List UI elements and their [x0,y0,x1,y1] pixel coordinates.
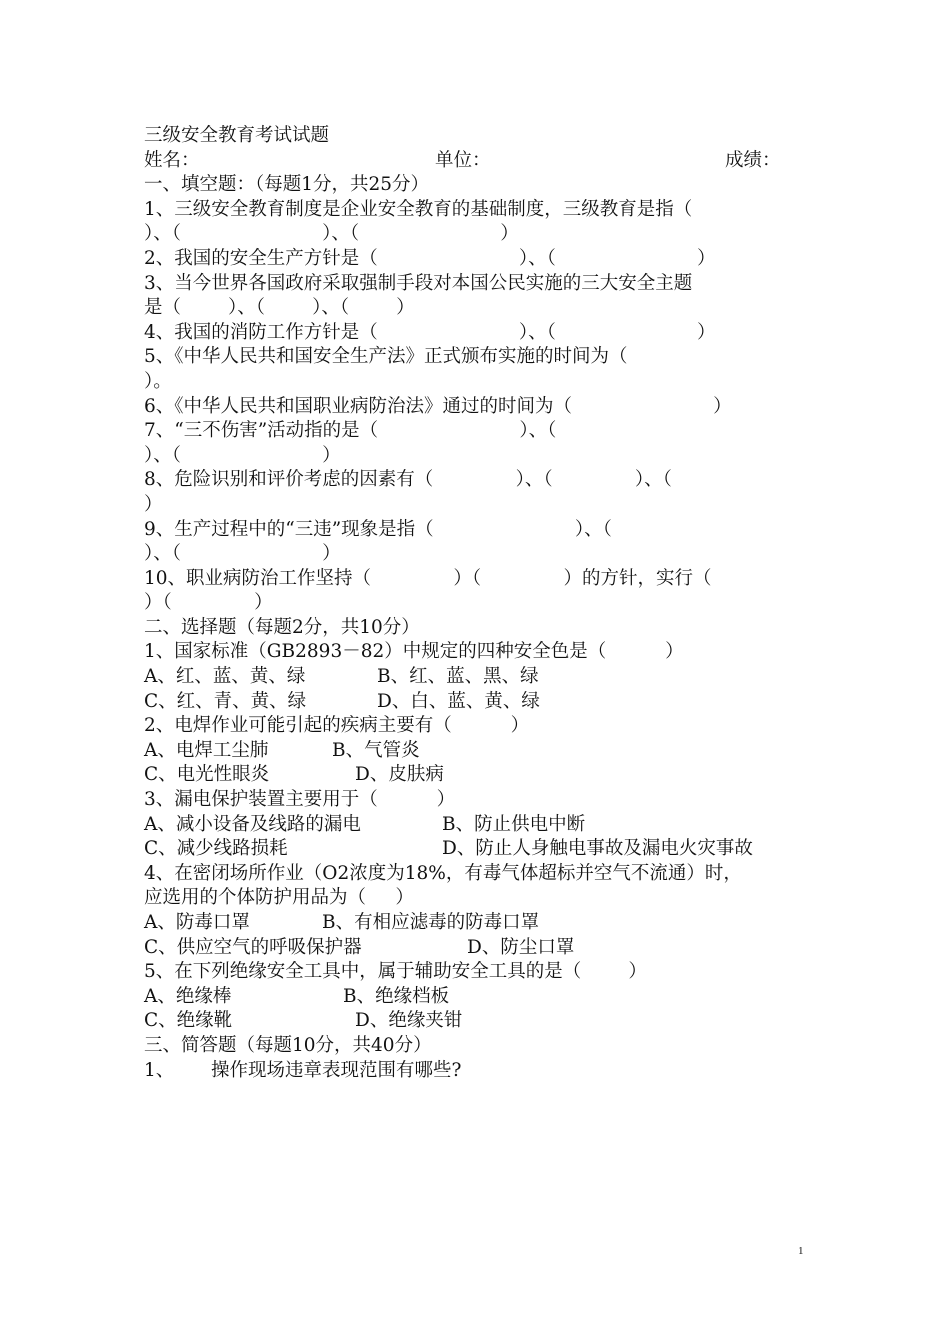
fill-line: 是（ ）、（ ）、（ ） [144,297,415,319]
fill-line: ）。 [144,370,172,392]
question-number: 1、 [144,1059,175,1081]
options-row [144,813,812,838]
options-row [144,690,812,715]
score-label: 成绩： [725,149,781,171]
fill-line: ）（ ） [144,592,273,614]
fill-line: 7、“三不伤害”活动指的是（ ）、（ [144,420,557,442]
fill-line: ） [144,493,163,515]
option: A、绝缘棒 [144,985,232,1007]
option: B、绝缘档板 [343,985,450,1007]
option: D、皮肤病 [355,764,444,786]
option: A、防毒口罩 [144,912,250,933]
question-stem: 2、电焊作业可能引起的疾病主要有（ ） [144,715,530,737]
fill-line: 1、三级安全教育制度是企业安全教育的基础制度，三级教育是指（ [144,198,693,220]
option: B、有相应滤毒的防毒口罩 [322,912,540,933]
section2-heading: 二、选择题（每题2分，共10分） [144,616,420,638]
question-text: 操作现场违章表现范围有哪些? [211,1059,462,1081]
option: C、电光性眼炎 [144,764,270,786]
options-row [144,739,812,764]
question-stem: 5、在下列绝缘安全工具中，属于辅助安全工具的是（ ） [144,961,647,983]
exam-title: 三级安全教育考试试题 [144,125,330,146]
options-row [144,1009,812,1034]
section3-heading: 三、简答题（每题10分，共40分） [144,1034,432,1056]
fill-line: 9、生产过程中的“三违”现象是指（ ）、（ [144,518,612,540]
fill-line: 10、职业病防治工作坚持（ ）（ ）的方针，实行（ [144,567,712,589]
fill-line: 5、《中华人民共和国安全生产法》正式颁布实施的时间为（ [144,346,628,368]
options-row [144,911,812,936]
option: B、防止供电中断 [442,813,586,835]
options-row [144,837,812,862]
unit-label: 单位： [435,149,491,171]
section1-heading: 一、填空题：（每题1分，共25分） [144,174,430,196]
options-row [144,665,812,690]
option: D、绝缘夹钳 [355,1010,463,1032]
fill-line: 3、当今世界各国政府采取强制手段对本国公民实施的三大安全主题 [144,272,693,294]
options-row [144,763,812,788]
options-row [144,985,812,1010]
short-answer-question [144,1059,812,1084]
page-number: 1 [798,1245,804,1257]
fill-line: ）、（ ） [144,543,341,565]
question-stem: 4、在密闭场所作业（O2浓度为18%，有毒气体超标并空气不流通）时， [144,862,742,884]
option: B、红、蓝、黑、绿 [377,666,539,688]
fill-line: 8、危险识别和评价考虑的因素有（ ）、（ ）、（ [144,469,672,491]
option: C、红、青、黄、绿 [144,690,307,712]
option: C、减少线路损耗 [144,838,288,860]
option: D、白、蓝、黄、绿 [377,690,540,712]
option: A、红、蓝、黄、绿 [144,666,306,688]
option: D、防止人身触电事故及漏电火灾事故 [442,838,753,860]
fill-line: ）、（ ） [144,444,341,466]
option: D、防尘口罩 [467,936,575,958]
option: B、气管炎 [332,739,420,761]
option: A、减小设备及线路的漏电 [144,813,361,835]
fill-line: 4、我国的消防工作方针是（ ）、（ ） [144,321,716,343]
fill-line: 6、《中华人民共和国职业病防治法》通过的时间为（ ） [144,395,732,417]
options-row [144,936,812,961]
name-label: 姓名： [144,149,200,171]
question-stem: 1、国家标准（GB2893－82）中规定的四种安全色是（ ） [144,641,684,663]
fill-line: ）、（ ）、（ ） [144,223,519,245]
option: A、电焊工尘肺 [144,739,269,761]
question-stem: 3、漏电保护装置主要用于（ ） [144,789,456,811]
question-stem-continued: 应选用的个体防护用品为（ ） [144,887,414,909]
fill-line: 2、我国的安全生产方针是（ ）、（ ） [144,247,716,269]
option: C、供应空气的呼吸保护器 [144,936,362,958]
option: C、绝缘靴 [144,1010,233,1032]
header-fields-row [144,149,812,174]
exam-content [144,124,812,1083]
